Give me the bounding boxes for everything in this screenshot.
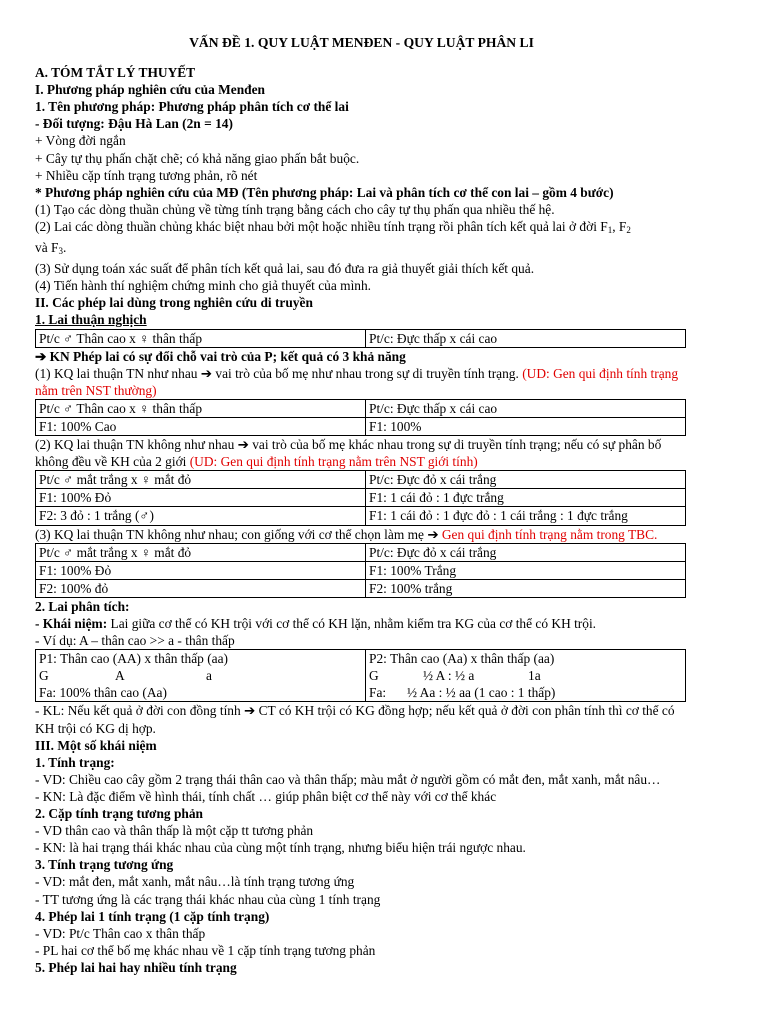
result-case-3 xyxy=(35,526,688,543)
gamete-value: a xyxy=(206,668,212,684)
section-3-heading: III. Một số khái niệm xyxy=(35,737,157,753)
table-cell: F1: 1 cái đỏ : 1 đực trắng xyxy=(366,489,686,507)
application-note: (UD: Gen qui định tính trạng nằm trên NST giới tính) xyxy=(189,454,478,470)
concept-2-heading: 2. Cặp tính trạng tương phản xyxy=(35,806,203,822)
subject-point-2: + Cây tự thụ phấn chặt chẽ; có khả năng giao phấn bắt buộc. xyxy=(35,150,360,166)
table-row xyxy=(36,489,686,507)
concept-2-example: - VD thân cao và thân thấp là một cặp tt tương phản xyxy=(35,823,314,839)
table-cell: F1: 100% Trắng xyxy=(366,561,686,579)
table-cell: Pt/c ♂ Thân cao x ♀ thân thấp xyxy=(36,399,366,417)
table-row xyxy=(36,684,686,702)
table-cell: F1: 100% Đỏ xyxy=(36,561,366,579)
case-2-table xyxy=(35,470,686,525)
step-2-text: , F xyxy=(612,218,627,234)
result-text: (2) KQ lai thuận TN không như nhau ➔ vai trò của bố mẹ khác nhau trong sự di truyền tính trạng; nếu có sự phân bố không đều về KH của 2 giới xyxy=(35,437,662,470)
result-case-1 xyxy=(35,365,688,399)
table-cell: Pt/c: Đực đỏ x cái trắng xyxy=(366,543,686,561)
table-cell: Pt/c ♂ Thân cao x ♀ thân thấp xyxy=(36,329,366,347)
table-cell: Fa: 100% thân cao (Aa) xyxy=(36,684,366,702)
application-note: Gen qui định tính trạng nằm trong TBC. xyxy=(441,526,658,542)
method-step-3: (3) Sử dụng toán xác suất để phân tích kết quả lai, sau đó đưa ra giả thuyết giải thích kết quả. xyxy=(35,261,535,277)
case-3-table xyxy=(35,543,686,598)
concept-4-heading: 4. Phép lai 1 tính trạng (1 cặp tính trạng) xyxy=(35,908,270,924)
section-a-heading: A. TÓM TẮT LÝ THUYẾT xyxy=(35,65,196,81)
subscript: 2 xyxy=(626,224,631,235)
reciprocal-cross-table xyxy=(35,329,686,348)
test-cross-heading: 2. Lai phân tích: xyxy=(35,598,130,614)
step-2-text: (2) Lai các dòng thuần chủng khác biệt nhau bởi một hoặc nhiều tính trạng rồi phân tích kết quả lai ở đời F xyxy=(35,218,608,234)
subject-point-1: + Vòng đời ngắn xyxy=(35,133,126,149)
fa-value: ½ Aa : ½ aa (1 cao : 1 thấp) xyxy=(407,685,556,701)
concept-5-heading: 5. Phép lai hai hay nhiều tính trạng xyxy=(35,959,237,975)
table-row xyxy=(36,667,686,684)
concept-4-definition: - PL hai cơ thể bố mẹ khác nhau về 1 cặp tính trạng tương phản xyxy=(35,942,376,958)
concept-3-definition: - TT tương ứng là các trạng thái khác nhau của cùng 1 tính trạng xyxy=(35,891,381,907)
subscript: 3 xyxy=(58,246,63,257)
subject-point-3: + Nhiều cặp tính trạng tương phản, rõ nét xyxy=(35,167,258,183)
table-row xyxy=(36,561,686,579)
case-1-table xyxy=(35,399,686,436)
test-cross-definition xyxy=(35,615,688,632)
test-cross-conclusion: - KL: Nếu kết quả ở đời con đồng tính ➔ CT có KH trội có KG đồng hợp; nếu kết quả ở đời con phân tính thì cơ thể có KH trội có KG dị hợp. xyxy=(35,703,675,736)
method-step-4: (4) Tiến hành thí nghiệm chứng minh cho giả thuyết của mình. xyxy=(35,278,372,294)
table-cell xyxy=(366,684,686,702)
subscript: 1 xyxy=(607,224,613,235)
table-row xyxy=(36,543,686,561)
table-cell: Pt/c: Đực thấp x cái cao xyxy=(366,399,686,417)
concept-1-heading: 1. Tính trạng: xyxy=(35,754,115,770)
concept-2-definition: - KN: là hai trạng thái khác nhau của cùng một tính trạng, nhưng biểu hiện trái ngược nhau. xyxy=(35,840,526,856)
table-row xyxy=(36,399,686,417)
table-cell: F2: 100% đỏ xyxy=(36,579,366,597)
table-cell: F1: 1 cái đỏ : 1 đực đỏ : 1 cái trắng : 1 đực trắng xyxy=(366,507,686,525)
table-row xyxy=(36,650,686,668)
result-text: (3) KQ lai thuận TN không như nhau; con giống với cơ thể chọn làm mẹ ➔ xyxy=(35,526,442,542)
table-cell: F2: 3 đỏ : 1 trắng (♂) xyxy=(36,507,366,525)
table-row xyxy=(36,507,686,525)
application-note: (UD: Gen qui định tính trạng nằm trên NST thường) xyxy=(35,365,679,398)
gamete-cell xyxy=(366,667,686,684)
step-2-text: . xyxy=(62,240,67,256)
step-2-text: và F xyxy=(35,240,59,256)
table-row xyxy=(36,579,686,597)
fa-label: Fa: xyxy=(369,685,387,701)
page-title: VẤN ĐỀ 1. QUY LUẬT MENĐEN - QUY LUẬT PHÂN LI xyxy=(189,35,534,50)
gamete-value: 1a xyxy=(528,668,541,684)
table-row xyxy=(36,471,686,489)
definition-text: Lai giữa cơ thể có KH trội với cơ thể có KH lặn, nhằm kiểm tra KG của cơ thể có KH trội. xyxy=(107,616,597,631)
method-name: 1. Tên phương pháp: Phương pháp phân tích cơ thể lai xyxy=(35,99,349,115)
table-cell: F2: 100% trắng xyxy=(366,579,686,597)
concept-4-example: - VD: Pt/c Thân cao x thân thấp xyxy=(35,925,206,941)
section-1-heading: I. Phương pháp nghiên cứu của Menđen xyxy=(35,82,265,98)
table-cell: F1: 100% Cao xyxy=(36,417,366,435)
table-row xyxy=(36,329,686,347)
gamete-label: G xyxy=(369,668,379,684)
table-cell: Pt/c ♂ mắt trắng x ♀ mắt đỏ xyxy=(36,471,366,489)
table-cell: Pt/c: Đực đỏ x cái trắng xyxy=(366,471,686,489)
table-row xyxy=(36,417,686,435)
table-cell: P2: Thân cao (Aa) x thân thấp (aa) xyxy=(366,650,686,668)
method-steps-heading: * Phương pháp nghiên cứu của MĐ (Tên phương pháp: Lai và phân tích cơ thể con lai – gồm 4 bước) xyxy=(35,184,614,200)
table-cell: P1: Thân cao (AA) x thân thấp (aa) xyxy=(36,650,366,668)
method-step-2 xyxy=(35,218,688,260)
test-cross-example: - Ví dụ: A – thân cao >> a - thân thấp xyxy=(35,633,235,649)
table-cell: F1: 100% xyxy=(366,417,686,435)
gamete-value: A xyxy=(115,668,125,684)
research-subject: - Đối tượng: Đậu Hà Lan (2n = 14) xyxy=(35,116,233,132)
result-text: (1) KQ lai thuận TN như nhau ➔ vai trò của bố mẹ như nhau trong sự di truyền tính trạng. xyxy=(35,365,523,381)
method-step-1: (1) Tạo các dòng thuần chủng về từng tính trạng bằng cách cho cây tự thụ phấn qua nhiều thế hệ. xyxy=(35,201,555,217)
concept-1-definition: - KN: Là đặc điểm về hình thái, tính chất … giúp phân biệt cơ thể này với cơ thể khác xyxy=(35,788,497,804)
gamete-cell xyxy=(36,667,366,684)
concept-1-example: - VD: Chiều cao cây gồm 2 trạng thái thân cao và thân thấp; màu mắt ở người gồm có mắt đen, mắt xanh, mắt nâu… xyxy=(35,771,661,787)
gamete-value: ½ A : ½ a xyxy=(423,668,475,684)
test-cross-table xyxy=(35,649,686,702)
concept-3-example: - VD: mắt đen, mắt xanh, mắt nâu…là tính trạng tương ứng xyxy=(35,874,355,890)
table-cell: F1: 100% Đỏ xyxy=(36,489,366,507)
table-cell: Pt/c ♂ mắt trắng x ♀ mắt đỏ xyxy=(36,543,366,561)
definition-label: - Khái niệm: xyxy=(35,616,108,631)
concept-3-heading: 3. Tính trạng tương ứng xyxy=(35,857,174,873)
result-case-2 xyxy=(35,436,688,470)
reciprocal-cross-heading: 1. Lai thuận nghịch xyxy=(35,312,147,328)
table-cell: Pt/c: Đực thấp x cái cao xyxy=(366,329,686,347)
reciprocal-cross-definition: ➔ KN Phép lai có sự đổi chỗ vai trò của P; kết quả có 3 khả năng xyxy=(35,348,406,364)
section-2-heading: II. Các phép lai dùng trong nghiên cứu di truyền xyxy=(35,295,313,311)
gamete-label: G xyxy=(39,668,49,684)
